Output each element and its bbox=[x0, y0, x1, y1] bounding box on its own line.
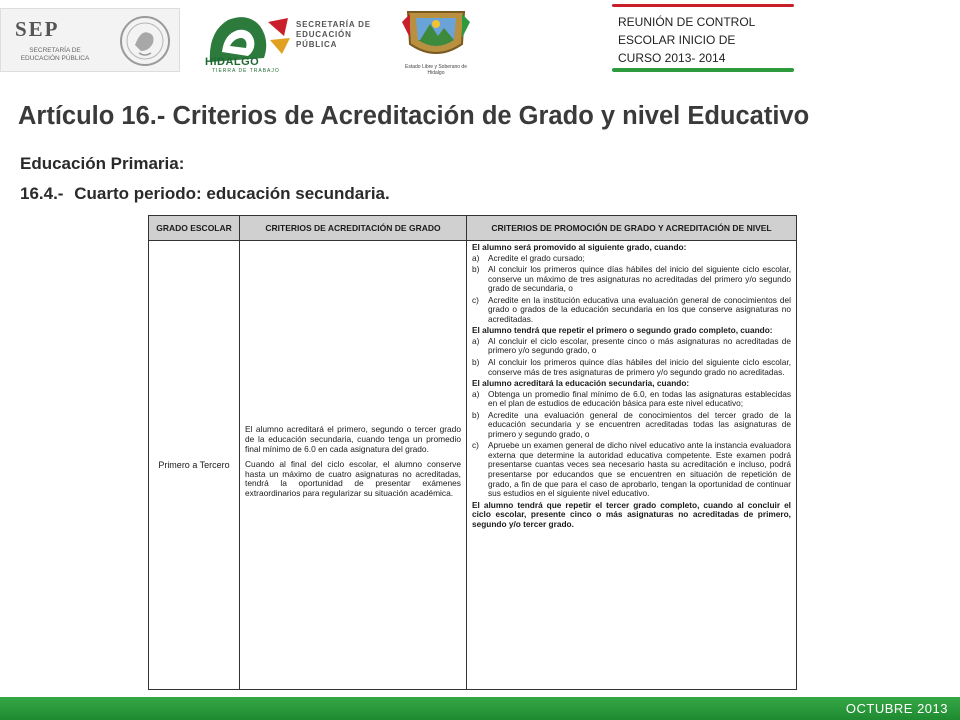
table-row bbox=[149, 241, 797, 690]
criteria-table bbox=[148, 215, 797, 690]
sep-logo bbox=[0, 8, 180, 72]
repeat-heading: El alumno tendrá que repetir el primero o segundo grado completo, cuando: bbox=[472, 325, 773, 336]
footer-bar bbox=[0, 697, 960, 720]
list-item: a) Obtenga un promedio final mínimo de 6.0, en todas las asignaturas establecidas en el plan de estudios de educación básica para este nivel educativo; bbox=[472, 388, 791, 409]
list-item: b) Al concluir los primeros quince días hábiles del inicio del siguiente ciclo escolar, conserve un máximo de tres asignaturas no acreditadas del primero y/o segundo grado de secundaria, o bbox=[472, 264, 791, 294]
promoted-heading: El alumno será promovido al siguiente grado, cuando: bbox=[472, 242, 687, 252]
header-accreditation: CRITERIOS DE ACREDITACIÓN DE GRADO bbox=[240, 216, 467, 241]
list-item: b) Acredite una evaluación general de conocimientos del tercer grado de la educación secundaria y se encuentren acreditadas todas las asignaturas de primero y segundo grado, o bbox=[472, 409, 791, 439]
grade-cell: Primero a Tercero bbox=[149, 241, 240, 690]
table-header-row bbox=[149, 216, 797, 241]
section-subtitle bbox=[20, 184, 390, 204]
final-note: El alumno tendrá que repetir el tercer grado completo, cuando al concluir el ciclo escolar, presente cinco o más asignaturas no acreditadas de primero, segundo y/o tercer grado. bbox=[472, 499, 791, 529]
level-heading: El alumno acreditará la educación secundaria, cuando: bbox=[472, 378, 690, 389]
accreditation-paragraph: El alumno acreditará el primero, segundo o tercer grado de la educación secundaria, cuando tenga un promedio final mínimo de 6.0 en cada asignatura del grado. bbox=[245, 424, 461, 454]
promotion-cell bbox=[467, 241, 797, 690]
list-item: c) Apruebe un examen general de dicho nivel educativo ante la instancia evaluadora externa que determine la autoridad educativa competente. Este examen podrá presentarse cuantas veces sea necesario hasta su acreditación e incluso, podrá presentarse por educandos que se encuentren en situación de repetición de grado, a fin de que para el caso de aprobarlo, tengan la oportunidad de continuar sus estudios en el siguiente nivel educativo. bbox=[472, 440, 791, 499]
meeting-info-box bbox=[612, 4, 794, 72]
list-item: a) Al concluir el ciclo escolar, presente cinco o más asignaturas no acreditadas de primero y/o segundo grado, o bbox=[472, 335, 791, 356]
sep-logo-title: SEP bbox=[15, 17, 60, 41]
hidalgo-coat-of-arms-icon bbox=[400, 8, 472, 62]
list-item: a) Acredite el grado cursado; bbox=[472, 252, 585, 263]
header-grade: GRADO ESCOLAR bbox=[149, 216, 240, 241]
sep-logo-subtitle: SECRETARÍA DE EDUCACIÓN PÚBLICA bbox=[20, 47, 90, 62]
section-text: Cuarto periodo: educación secundaria. bbox=[74, 184, 390, 203]
hidalgo-logo-tagline: TIERRA DE TRABAJO bbox=[212, 68, 280, 74]
hidalgo-logo-name: HIDALGO bbox=[205, 56, 260, 68]
list-item: b) Al concluir los primeros quince días hábiles del inicio del siguiente ciclo escolar, conserve más de tres asignaturas de primero y/o segundo grado no acreditadas. bbox=[472, 357, 791, 377]
section-code: 16.4.- bbox=[20, 184, 64, 203]
level-subtitle: Educación Primaria: bbox=[20, 154, 185, 173]
meeting-box-top-rule bbox=[612, 4, 794, 7]
mexico-eagle-seal-icon bbox=[119, 15, 171, 67]
meeting-info-text: REUNIÓN DE CONTROL ESCOLAR INICIO DE CURSO 2013- 2014 bbox=[618, 15, 756, 65]
secretaria-text: SECRETARÍA DE EDUCACIÓN PÚBLICA bbox=[296, 20, 371, 49]
accreditation-paragraph: Cuando al final del ciclo escolar, el alumno conserve hasta un máximo de cuatro asignaturas no acreditadas, tendrá la oportunidad de presentar exámenes extraordinarios para regularizar su situación académica. bbox=[245, 459, 461, 498]
header-promotion: CRITERIOS DE PROMOCIÓN DE GRADO Y ACREDITACIÓN DE NIVEL bbox=[467, 216, 797, 241]
footer-date: OCTUBRE 2013 bbox=[845, 701, 948, 716]
meeting-box-bottom-rule bbox=[612, 68, 794, 72]
accreditation-cell bbox=[240, 241, 467, 690]
coat-caption: Estado Libre y Soberano de Hidalgo bbox=[405, 64, 467, 76]
list-item: c) Acredite en la institución educativa una evaluación general de conocimientos del grado o grados de la educación secundaria en los que conserve asignaturas no acreditadas. bbox=[472, 294, 791, 324]
page-title: Artículo 16.- Criterios de Acreditación de Grado y nivel Educativo bbox=[18, 102, 810, 130]
